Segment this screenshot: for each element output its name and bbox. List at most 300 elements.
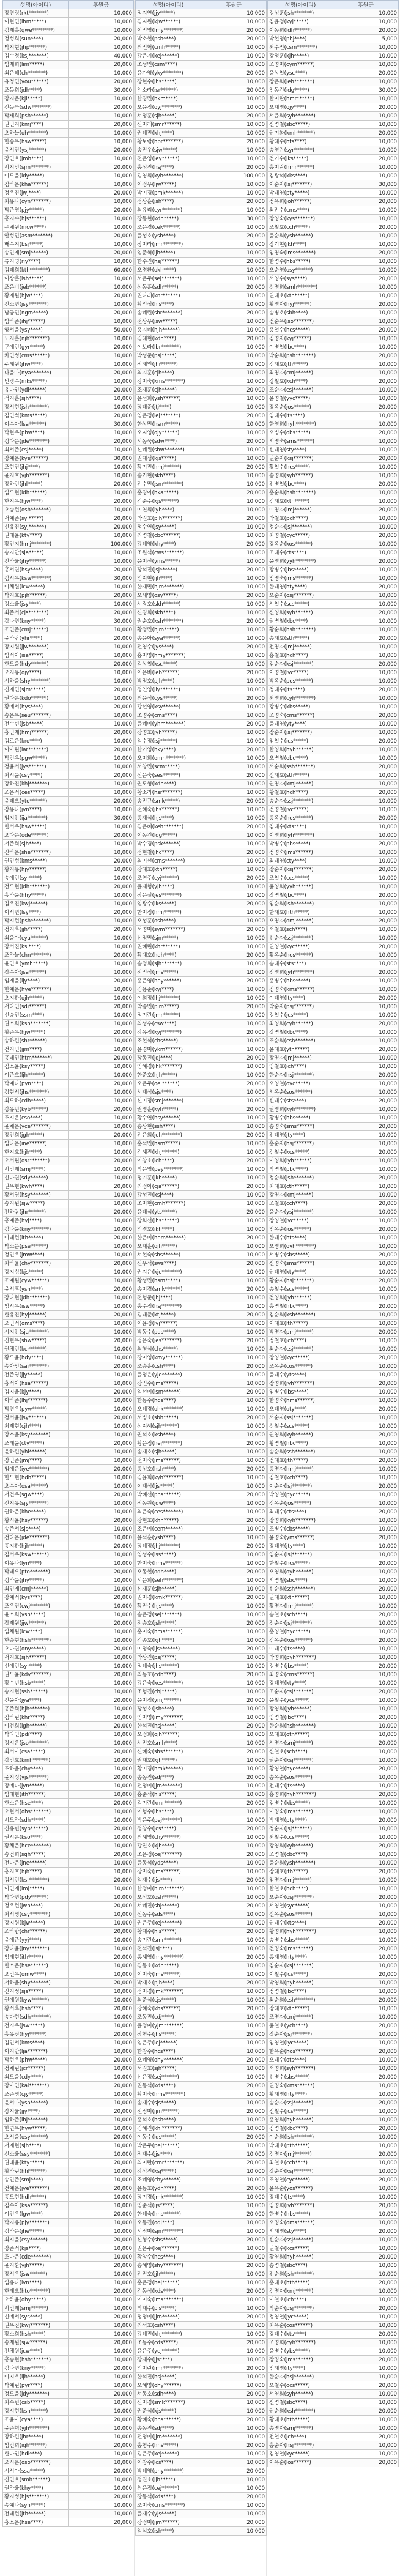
donation-amount-cell: 20,000 [201, 2518, 267, 2527]
donation-amount-cell: 10,000 [201, 1791, 267, 1799]
table-row [136, 52, 267, 61]
donor-name-cell: 임은주(iej******) [136, 2039, 201, 2047]
donor-name-cell: 김태준(ktj*****) [136, 1311, 201, 1320]
donation-amount-cell: 10,000 [201, 1397, 267, 1405]
donor-name-cell: 권미화(kmh******) [268, 129, 333, 138]
table-row [268, 900, 399, 908]
donation-amount-cell: 20,000 [69, 1131, 134, 1140]
donation-amount-cell: 10,000 [69, 789, 134, 797]
donation-amount-cell: 10,000 [333, 412, 399, 420]
donation-amount-cell: 10,000 [69, 2407, 134, 2416]
donation-amount-cell: 10,000 [201, 1217, 267, 1225]
donor-name-cell: 김태희(kth*******) [3, 266, 69, 275]
donation-amount-cell: 10,000 [333, 1619, 399, 1628]
table-row [3, 1045, 134, 1054]
donation-amount-cell: 10,000 [201, 2459, 267, 2467]
table-row [268, 1414, 399, 1422]
table-row [3, 2253, 134, 2262]
donor-name-cell: 윤동석(yds*****) [136, 1859, 201, 1868]
table-row [3, 2356, 134, 2364]
table-row [268, 1765, 399, 1773]
table-row [3, 1285, 134, 1294]
donation-amount-cell: 10,000 [69, 1320, 134, 1328]
donation-amount-cell: 20,000 [333, 994, 399, 1003]
table-row [136, 317, 267, 326]
table-row [268, 2056, 399, 2065]
donor-name-cell: 황정민(hjm*****) [136, 626, 201, 634]
donation-amount-cell: 20,000 [201, 1696, 267, 1705]
donor-name-cell: 전영철(jyc*****) [268, 806, 333, 814]
donation-amount-cell: 20,000 [201, 746, 267, 754]
table-row [136, 1182, 267, 1191]
donor-name-cell: 조태수(cts****) [268, 549, 333, 557]
donor-name-cell: 황미경(hmk******) [136, 1765, 201, 1773]
donation-amount-cell: 20,000 [69, 771, 134, 780]
donation-amount-cell: 10,000 [201, 1422, 267, 1431]
table-row [3, 746, 134, 754]
table-row [3, 651, 134, 660]
donor-name-cell: 박혜선(phs******) [136, 1491, 201, 1499]
donation-amount-cell: 10,000 [333, 1028, 399, 1037]
name-column-header: 성명(아이디) [3, 1, 69, 9]
table-row [268, 2262, 399, 2270]
donation-amount-cell: 10,000 [333, 2424, 399, 2433]
donation-amount-cell: 10,000 [333, 1448, 399, 1457]
donor-name-cell: 송지안(sja*****) [3, 549, 69, 557]
donor-name-cell: 최영철(cyc*****) [268, 532, 333, 540]
table-row [136, 2056, 267, 2065]
table-row [136, 1722, 267, 1731]
donor-name-cell: 전태현(jth******) [3, 2510, 69, 2518]
donor-name-cell: 임영희(iyh*******) [268, 2202, 333, 2210]
donor-name-cell: 서서아(ssa*****) [3, 2467, 69, 2476]
table-row [268, 43, 399, 52]
table-row [268, 1534, 399, 1542]
table-row [136, 206, 267, 215]
table-row [268, 1619, 399, 1628]
table-row [136, 2347, 267, 2356]
table-row [3, 2501, 134, 2510]
donation-amount-cell: 20,000 [201, 2262, 267, 2270]
donor-name-cell: 조연주(cyj******) [136, 874, 201, 883]
table-row [3, 1114, 134, 1123]
table-row [136, 1645, 267, 1654]
donor-name-cell: 한도윤(hdy******) [3, 660, 69, 669]
table-row [268, 266, 399, 275]
donation-amount-cell: 20,000 [333, 1765, 399, 1773]
table-row [136, 2424, 267, 2433]
donation-amount-cell: 100,000 [69, 540, 134, 549]
donor-name-cell: 정명숙(jms******) [268, 848, 333, 857]
donor-name-cell: 신하은(she*******) [3, 848, 69, 857]
donation-amount-cell: 10,000 [333, 1825, 399, 1833]
table-row [268, 335, 399, 343]
donation-amount-cell: 10,000 [333, 2270, 399, 2279]
donation-amount-cell: 10,000 [69, 1988, 134, 1996]
donation-amount-cell: 20,000 [333, 198, 399, 206]
table-row [136, 900, 267, 908]
donation-amount-cell: 10,000 [333, 112, 399, 121]
donation-amount-cell: 10,000 [333, 1491, 399, 1499]
table-row [268, 1791, 399, 1799]
donor-name-cell: 서혜진(shj******) [136, 1902, 201, 1910]
table-row [136, 1302, 267, 1311]
table-row [136, 592, 267, 600]
donation-amount-cell: 10,000 [69, 2219, 134, 2227]
table-row [136, 1739, 267, 1748]
table-row [3, 1696, 134, 1705]
table-row [136, 1003, 267, 1011]
donor-name-cell: 강아인(kai*******) [3, 2082, 69, 2090]
donation-amount-cell: 10,000 [333, 18, 399, 26]
donor-name-cell: 권하율(khy****) [3, 2484, 69, 2493]
donor-name-cell: 최태호(cth*****) [268, 1182, 333, 1191]
donor-name-cell: 이아린(lar*******) [3, 746, 69, 754]
table-row [136, 1979, 267, 1988]
donation-amount-cell: 10,000 [201, 557, 267, 566]
table-row [136, 1123, 267, 1131]
donor-name-cell: 홍승현(hsh*******) [3, 2356, 69, 2364]
table-row [136, 343, 267, 352]
donor-name-cell: 신은숙(ses******) [136, 771, 201, 780]
donor-name-cell: 전명자(jmj******) [268, 643, 333, 651]
donor-name-cell: 신예서(sys****) [3, 2313, 69, 2322]
table-row [3, 643, 134, 651]
donor-name-cell: 김용준(kyj****) [136, 985, 201, 994]
donor-name-cell: 정정미(jjm******) [136, 2313, 201, 2322]
donation-amount-cell: 10,000 [333, 2056, 399, 2065]
donation-amount-cell: 10,000 [333, 1671, 399, 1679]
donation-amount-cell: 10,000 [201, 189, 267, 198]
table-row [3, 2510, 134, 2518]
donor-name-cell: 박영희(pyh*******) [268, 1654, 333, 1662]
donor-name-cell: 최준서(cjs*******) [3, 609, 69, 617]
donor-name-cell: 장미라(jmr*******) [136, 240, 201, 249]
donation-amount-cell: 20,000 [69, 1414, 134, 1422]
donor-name-cell: 정도윤(jdy*******) [3, 2390, 69, 2399]
donor-name-cell: 조옥순(cos******) [268, 1362, 333, 1371]
donation-amount-cell: 10,000 [69, 275, 134, 283]
donor-name-cell: 강영숙(kys*******) [268, 215, 333, 223]
donor-name-cell: 전채원(jcw****) [3, 2347, 69, 2356]
donor-name-cell: 조재훈(cjh*****) [136, 386, 201, 395]
table-row [136, 86, 267, 95]
table-row [136, 1970, 267, 1979]
table-row [3, 463, 134, 472]
donation-amount-cell: 10,000 [69, 737, 134, 746]
table-row [3, 634, 134, 643]
table-row [136, 1414, 267, 1422]
donor-name-cell: 권영희(kyh*******) [268, 1105, 333, 1114]
donor-name-cell: 장태수(jts****) [268, 2193, 333, 2202]
table-row [268, 1234, 399, 1242]
table-row [136, 1234, 267, 1242]
donation-amount-cell: 20,000 [333, 1174, 399, 1182]
donor-name-cell: 김지원(kjw******) [136, 18, 201, 26]
donor-name-cell: 이건희(lgh******) [3, 1722, 69, 1731]
table-row [268, 1696, 399, 1705]
table-row [3, 2493, 134, 2501]
donation-amount-cell: 10,000 [201, 429, 267, 437]
table-row [3, 480, 134, 489]
donor-name-cell: 박명자(pmj******) [268, 1328, 333, 1337]
donor-name-cell: 서동욱(sdw****) [136, 437, 201, 446]
table-row [3, 1422, 134, 1431]
donation-amount-cell: 10,000 [69, 472, 134, 480]
table-row [268, 609, 399, 617]
donor-name-cell: 한소은(hse****) [3, 1799, 69, 1808]
donor-table [2, 0, 134, 2527]
donation-amount-cell: 10,000 [69, 1097, 134, 1105]
donation-amount-cell: 20,000 [201, 540, 267, 549]
donation-amount-cell: 10,000 [69, 1268, 134, 1277]
table-row [3, 943, 134, 951]
donor-name-cell: 권재성(kjs*****) [136, 455, 201, 463]
donation-amount-cell: 10,000 [333, 1003, 399, 1011]
table-row [3, 472, 134, 480]
table-row [268, 2433, 399, 2441]
table-row [268, 2441, 399, 2450]
table-row [268, 2013, 399, 2022]
table-row [3, 729, 134, 737]
donation-amount-cell: 10,000 [69, 429, 134, 437]
donation-amount-cell: 10,000 [201, 626, 267, 634]
donation-amount-cell: 20,000 [333, 2202, 399, 2210]
donation-amount-cell: 10,000 [69, 643, 134, 651]
donor-name-cell: 이도윤(ldy*****) [3, 172, 69, 180]
donation-amount-cell: 20,000 [69, 1542, 134, 1551]
table-row [3, 26, 134, 35]
donation-amount-cell: 10,000 [201, 1268, 267, 1277]
table-row [136, 985, 267, 994]
table-row [136, 275, 267, 283]
table-row [268, 1850, 399, 1859]
donor-name-cell: 김윤희(kyh*******) [136, 1474, 201, 1482]
table-row [268, 352, 399, 360]
donation-amount-cell: 10,000 [333, 2339, 399, 2347]
donation-amount-cell: 20,000 [69, 2056, 134, 2065]
table-row [136, 634, 267, 643]
donation-amount-cell: 10,000 [201, 2347, 267, 2356]
donor-column-2 [135, 0, 267, 2536]
donor-name-cell: 임지현(ijh****) [136, 574, 201, 583]
donation-amount-cell: 10,000 [69, 2022, 134, 2030]
donor-name-cell: 임동건(idg*****) [268, 86, 333, 95]
donation-amount-cell: 10,000 [69, 1551, 134, 1559]
donor-name-cell: 이옥순(los******) [268, 2459, 333, 2467]
table-row [136, 1859, 267, 1868]
donor-name-cell: 권영훈(kyh*****) [136, 1105, 201, 1114]
donation-amount-cell: 20,000 [201, 2416, 267, 2424]
donation-amount-cell: 20,000 [69, 1388, 134, 1397]
donor-name-cell: 장옥순(jos******) [268, 403, 333, 412]
donor-name-cell: 윤상철(ysc****) [268, 69, 333, 78]
table-row [3, 2330, 134, 2339]
donor-name-cell: 이건우(lgw****) [3, 2210, 69, 2219]
donor-name-cell: 오나연(ony*****) [3, 1645, 69, 1654]
donation-amount-cell: 10,000 [201, 1559, 267, 1568]
donation-amount-cell: 10,000 [201, 943, 267, 951]
donor-name-cell: 신경희(skh****) [136, 609, 201, 617]
donation-amount-cell: 20,000 [333, 968, 399, 977]
donation-amount-cell: 20,000 [69, 146, 134, 155]
donation-amount-cell: 20,000 [201, 771, 267, 780]
donation-amount-cell: 20,000 [333, 1277, 399, 1285]
table-row [268, 2287, 399, 2296]
table-row [268, 514, 399, 523]
donation-amount-cell: 5,000 [333, 35, 399, 43]
donor-name-cell: 신재훈(sjh*****) [136, 1585, 201, 1594]
donor-name-cell: 임광수(iks*****) [136, 900, 201, 908]
table-row [136, 1525, 267, 1534]
donor-name-cell: 이태현(lth*****) [3, 1234, 69, 1242]
donation-amount-cell: 20,000 [69, 2236, 134, 2244]
donor-name-cell: 최민재(cmj******) [3, 1585, 69, 1594]
table-row [268, 1688, 399, 1696]
donation-amount-cell: 20,000 [333, 789, 399, 797]
donation-amount-cell: 10,000 [69, 2399, 134, 2407]
donor-name-cell: 조현진(jhj****) [3, 463, 69, 472]
donation-amount-cell: 10,000 [201, 1174, 267, 1182]
donation-amount-cell: 10,000 [201, 523, 267, 532]
donor-name-cell: 서현숙(shs******) [136, 1251, 201, 1260]
donor-name-cell: 신현우(shw*****) [3, 1337, 69, 1345]
donor-name-cell: 송예린(syr****) [3, 874, 69, 883]
donor-name-cell: 오순자(osj*******) [268, 592, 333, 600]
donation-amount-cell: 10,000 [69, 1242, 134, 1251]
donor-name-cell: 조철호(cch*****) [268, 223, 333, 232]
table-row [268, 1842, 399, 1850]
donation-amount-cell: 10,000 [333, 874, 399, 883]
table-row [136, 1893, 267, 1902]
donation-amount-cell: 10,000 [69, 1679, 134, 1688]
table-row [136, 2142, 267, 2150]
donor-name-cell: 황서영(hsy*******) [3, 1191, 69, 1200]
table-row [3, 1405, 134, 1414]
donor-name-cell: 최형석(chs*****) [136, 1345, 201, 1354]
table-row [136, 2065, 267, 2073]
donor-name-cell: 김상철(ksc*****) [136, 660, 201, 669]
donation-amount-cell: 20,000 [69, 1619, 134, 1628]
donation-amount-cell: 10,000 [69, 2073, 134, 2082]
donation-amount-cell: 20,000 [69, 1439, 134, 1448]
donation-amount-cell: 20,000 [69, 1671, 134, 1679]
donation-amount-cell: 20,000 [69, 2184, 134, 2193]
donor-name-cell: 황순희(hsh*******) [268, 626, 333, 634]
donation-amount-cell: 10,000 [201, 2356, 267, 2364]
table-row [136, 711, 267, 720]
donation-amount-cell: 10,000 [333, 386, 399, 395]
table-row [136, 121, 267, 129]
donor-name-cell: 홍소은(hse****) [3, 2518, 69, 2527]
table-row [268, 651, 399, 660]
table-row [268, 763, 399, 771]
donation-amount-cell: 10,000 [69, 2142, 134, 2150]
donation-amount-cell: 10,000 [69, 754, 134, 763]
table-row [268, 2125, 399, 2133]
donation-amount-cell: 10,000 [201, 1765, 267, 1773]
donor-name-cell: 강철호(kch****) [268, 377, 333, 386]
donor-name-cell: 임유나(iyn****) [3, 2279, 69, 2287]
donor-name-cell: 박태호(pth*****) [268, 2142, 333, 2150]
donation-amount-cell: 10,000 [333, 729, 399, 737]
table-row [3, 1568, 134, 1576]
donation-amount-cell: 50,000 [69, 326, 134, 335]
table-row [3, 1491, 134, 1499]
donation-amount-cell: 10,000 [69, 2202, 134, 2210]
table-row [136, 103, 267, 112]
donor-name-cell: 강하진(khj*******) [3, 780, 69, 789]
donor-name-cell: 송순희(ssh*******) [268, 1448, 333, 1457]
donor-name-cell: 박세희(psh******) [3, 112, 69, 121]
donor-name-cell: 오혜영(ohy*******) [136, 2056, 201, 2065]
table-row [136, 831, 267, 840]
table-row [268, 729, 399, 737]
table-row [136, 1850, 267, 1859]
donation-amount-cell: 10,000 [69, 360, 134, 369]
donation-amount-cell: 10,000 [201, 703, 267, 711]
donor-name-cell: 서영수(sys****) [268, 275, 333, 283]
table-row [136, 1688, 267, 1696]
donation-amount-cell: 10,000 [333, 472, 399, 480]
table-row [3, 1662, 134, 1671]
table-row [136, 395, 267, 403]
donation-amount-cell: 10,000 [69, 2459, 134, 2467]
donation-amount-cell: 20,000 [201, 1337, 267, 1345]
donor-name-cell: 송민재(smj******) [3, 249, 69, 258]
donation-amount-cell: 20,000 [201, 1953, 267, 1962]
table-row [3, 2193, 134, 2202]
donor-name-cell: 한재민(hjm*******) [136, 583, 201, 592]
table-row [3, 2433, 134, 2441]
table-row [268, 2099, 399, 2107]
donor-name-cell: 홍예준(hyj****) [3, 1217, 69, 1225]
donation-amount-cell: 10,000 [201, 1919, 267, 1928]
donation-amount-cell: 10,000 [333, 1568, 399, 1576]
donation-amount-cell: 10,000 [201, 1893, 267, 1902]
donation-amount-cell: 10,000 [69, 677, 134, 686]
donor-name-cell: 송아인(sai*******) [3, 1362, 69, 1371]
donor-name-cell: 김미란(kmr******) [136, 1799, 201, 1808]
donation-amount-cell: 20,000 [201, 1825, 267, 1833]
donor-name-cell: 홍미영(hmy*******) [136, 651, 201, 660]
donor-name-cell: 서예준(syj*****) [3, 514, 69, 523]
donor-name-cell: 박은주(pej******) [136, 2142, 201, 2150]
donation-amount-cell: 30,000 [333, 86, 399, 95]
table-row [136, 789, 267, 797]
table-row [268, 831, 399, 840]
donor-name-cell: 최서준(csj*****) [3, 446, 69, 455]
table-row [3, 1054, 134, 1063]
donor-name-cell: 송건희(sgh*****) [3, 1850, 69, 1859]
donation-amount-cell: 20,000 [201, 1902, 267, 1910]
donor-name-cell: 권혜진(khj****) [136, 129, 201, 138]
donation-amount-cell: 10,000 [69, 2501, 134, 2510]
table-row [136, 823, 267, 831]
table-row [136, 2441, 267, 2450]
donor-name-cell: 홍혜영(hhy*******) [136, 1953, 201, 1962]
table-row [3, 2047, 134, 2056]
table-row [136, 2527, 267, 2536]
donation-amount-cell: 10,000 [201, 1782, 267, 1791]
table-row [3, 2407, 134, 2416]
donation-amount-cell: 10,000 [69, 763, 134, 771]
donation-amount-cell: 10,000 [69, 69, 134, 78]
donation-amount-cell: 20,000 [201, 1182, 267, 1191]
table-row [3, 763, 134, 771]
donor-name-cell: 노지훈(njh*******) [3, 335, 69, 343]
donation-amount-cell: 20,000 [201, 1928, 267, 1936]
